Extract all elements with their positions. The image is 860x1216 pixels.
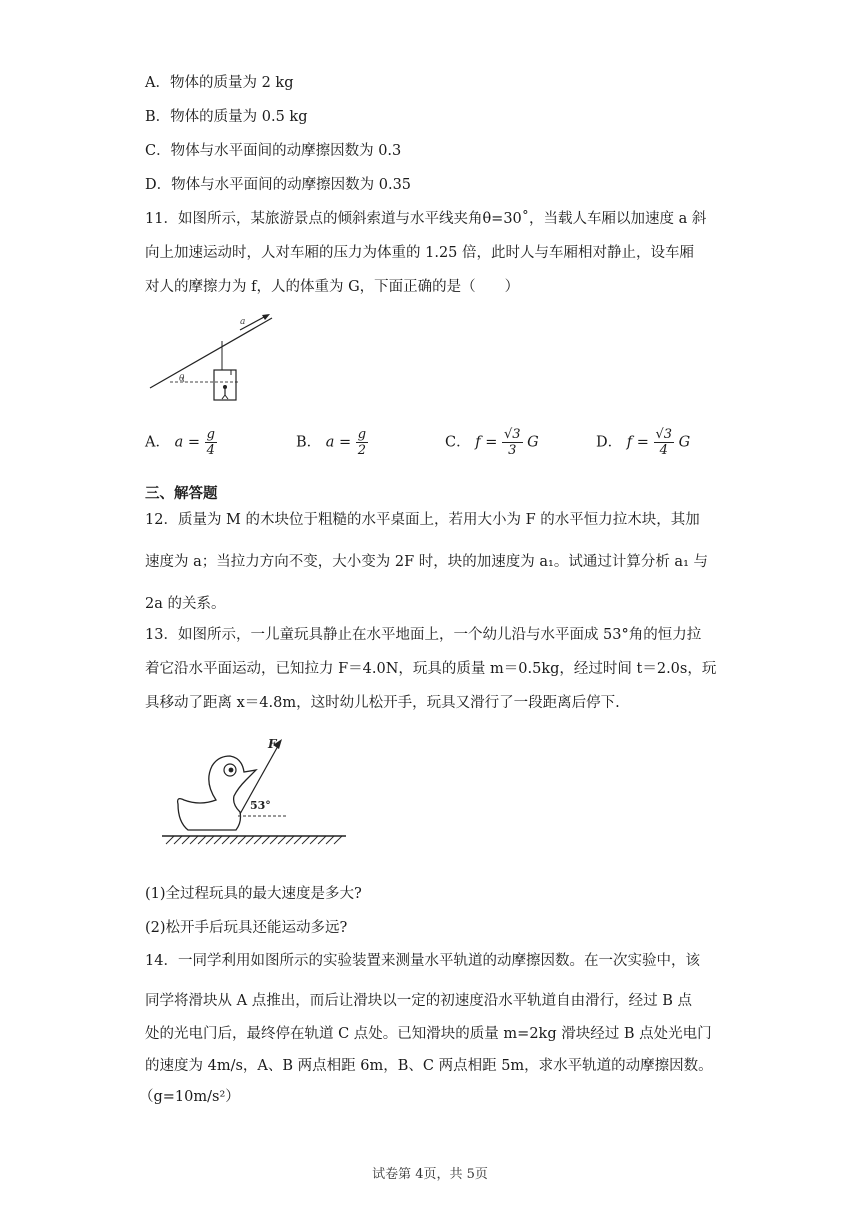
q12-line-3: 2a 的关系。 [145, 596, 226, 612]
angle-label: θ [179, 374, 185, 384]
duck-body [178, 756, 256, 830]
accel-label: a [240, 317, 246, 327]
q11-cable-figure [148, 308, 278, 404]
q13-sub-1: (1)全过程玩具的最大速度是多大? [145, 886, 362, 902]
q14-line-3: 处的光电门后，最终停在轨道 C 点处。已知滑块的质量 m=2kg 滑块经过 B 点处光电门 [145, 1026, 712, 1042]
q14-line-2: 同学将滑块从 A 点推出，而后让滑块以一定的初速度沿水平轨道自由滑行，经过 B 点 [145, 993, 693, 1009]
q11-option-d: D． f = $\frac{√3}{4}$ G [596, 427, 691, 458]
q10-option-a: A．物体的质量为 2 kg [145, 75, 294, 91]
q11-option-b: B． a = $\frac{g}{2}$ [296, 427, 367, 458]
q12-line-1: 12．质量为 M 的木块位于粗糙的水平桌面上，若用大小为 F 的水平恒力拉木块，其加 [145, 512, 700, 528]
q11-line-3: 对人的摩擦力为 f，人的体重为 G，下面正确的是（ ） [145, 279, 520, 295]
q12-line-2: 速度为 a；当拉力方向不变，大小变为 2F 时，块的加速度为 a₁。试通过计算分析 a₁ 与 [145, 554, 708, 570]
q13-line-1: 13．如图所示，一儿童玩具静止在水平地面上，一个幼儿沿与水平面成 53°角的恒力拉 [145, 627, 702, 643]
q10-option-b: B．物体的质量为 0.5 kg [145, 109, 308, 125]
q10-option-d: D．物体与水平面间的动摩擦因数为 0.35 [145, 177, 412, 193]
page-footer: 试卷第 4页，共 5页 [372, 1167, 488, 1182]
angle-53-label: 53° [250, 799, 271, 812]
person-head [223, 385, 227, 389]
q11-option-a: A． a = $\frac{g}{4}$ [145, 427, 215, 458]
cable-line [150, 318, 272, 388]
q14-line-5: （g=10m/s²） [139, 1089, 240, 1105]
q11-line-2: 向上加速运动时，人对车厢的压力为体重的 1.25 倍，此时人与车厢相对静止，设车厢 [145, 245, 695, 261]
q14-line-1: 14．一同学利用如图所示的实验装置来测量水平轨道的动摩擦因数。在一次实验中，该 [145, 953, 700, 969]
force-label: F [268, 737, 277, 751]
q11-line-1: 11．如图所示，某旅游景点的倾斜索道与水平线夹角θ=30˚，当载人车厢以加速度 a 斜 [145, 211, 707, 227]
q13-duck-figure [160, 730, 350, 852]
q10-option-c: C．物体与水平面间的动摩擦因数为 0.3 [145, 143, 402, 159]
q13-line-3: 具移动了距离 x＝4.8m，这时幼儿松开手，玩具又滑行了一段距离后停下. [145, 695, 620, 711]
section-title: 三、解答题 [145, 485, 218, 502]
q14-line-4: 的速度为 4m/s，A、B 两点相距 6m，B、C 两点相距 5m，求水平轨道的动摩擦因数。 [145, 1058, 713, 1074]
q13-sub-2: (2)松开手后玩具还能运动多远? [145, 920, 348, 936]
q11-option-c: C． f = $\frac{√3}{3}$ G [445, 427, 539, 458]
q13-line-2: 着它沿水平面运动，已知拉力 F＝4.0N，玩具的质量 m＝0.5kg，经过时间 t＝2.0s，玩 [145, 661, 717, 677]
